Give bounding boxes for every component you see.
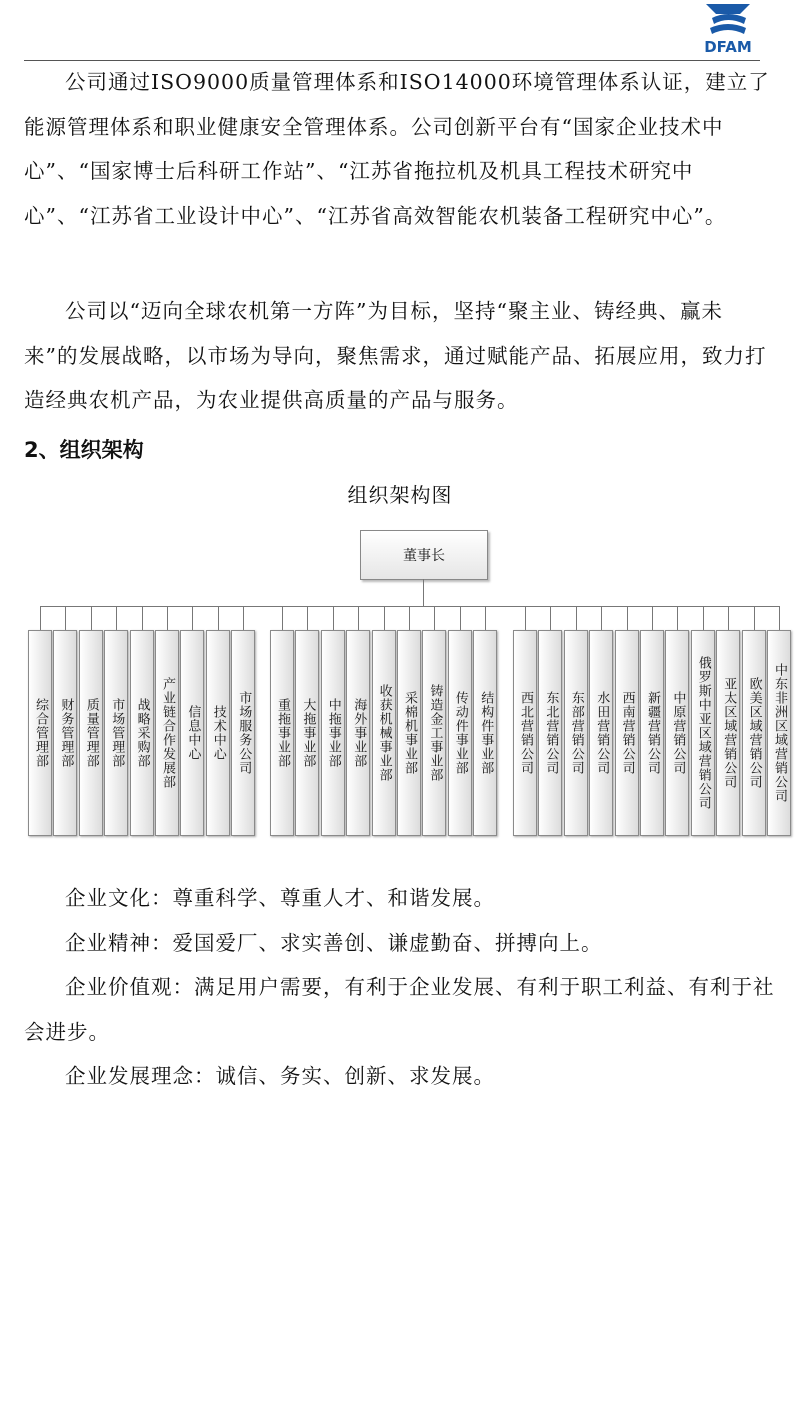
org-unit-box <box>346 630 370 836</box>
org-unit-label: 中原营销公司 <box>670 691 686 775</box>
org-unit-label: 西南营销公司 <box>619 691 635 775</box>
org-unit-box <box>589 630 613 836</box>
org-unit-connector <box>40 606 41 630</box>
culture-line-1: 企业文化：尊重科学、尊重人才、和谐发展。 <box>65 886 495 910</box>
org-unit-box <box>372 630 396 836</box>
org-unit-label: 质量管理部 <box>83 698 99 768</box>
org-unit-box <box>130 630 154 836</box>
org-unit-connector <box>333 606 334 630</box>
org-unit-connector <box>703 606 704 630</box>
org-unit-box <box>53 630 77 836</box>
org-unit-box <box>716 630 740 836</box>
org-unit-label: 财务管理部 <box>58 698 74 768</box>
org-unit-box <box>691 630 715 836</box>
org-unit-label: 大拖事业部 <box>300 698 316 768</box>
org-unit-box <box>321 630 345 836</box>
org-unit-connector <box>358 606 359 630</box>
culture-block <box>24 876 784 1099</box>
org-unit-label: 市场管理部 <box>109 698 125 768</box>
org-unit-connector <box>485 606 486 630</box>
org-unit-connector <box>192 606 193 630</box>
org-unit-label: 信息中心 <box>185 705 201 761</box>
org-root-box <box>360 530 488 580</box>
org-unit-connector <box>434 606 435 630</box>
org-unit-connector <box>409 606 410 630</box>
org-unit-connector <box>384 606 385 630</box>
org-unit-box <box>742 630 766 836</box>
org-unit-label: 重拖事业部 <box>275 698 290 768</box>
org-unit-label: 中东非洲区域营销公司 <box>772 663 787 803</box>
culture-line-4: 企业发展理念：诚信、务实、创新、求发展。 <box>65 1064 495 1088</box>
intro-text-1: 公司通过ISO9000质量管理体系和ISO14000环境管理体系认证，建立了能源管理体系和职业健康安全管理体系。公司创新平台有“国家企业技术中心”、“国家博士后科研工作站”、“江苏省拖拉机及机具工程技术研究中心”、“江苏省工业设计中心”、“江苏省高效智能农机装备工程研究中心”。 <box>24 70 770 228</box>
org-unit-connector <box>601 606 602 630</box>
org-unit-box <box>180 630 204 836</box>
org-unit-connector <box>550 606 551 630</box>
org-unit-connector <box>91 606 92 630</box>
org-unit-connector <box>576 606 577 630</box>
org-unit-box <box>564 630 588 836</box>
org-unit-connector <box>460 606 461 630</box>
org-unit-box <box>640 630 664 836</box>
culture-line-3: 企业价值观：满足用户需要，有利于企业发展、有利于职工利益、有利于社会进步。 <box>24 975 775 1044</box>
org-unit-label: 东北营销公司 <box>543 691 559 775</box>
org-unit-label: 中拖事业部 <box>325 698 341 768</box>
org-unit-connector <box>65 606 66 630</box>
org-root-label: 董事长 <box>403 548 445 564</box>
org-unit-box <box>615 630 639 836</box>
org-unit-label: 海外事业部 <box>351 698 367 768</box>
org-unit-label: 传动件事业部 <box>452 691 468 775</box>
org-unit-connector <box>754 606 755 630</box>
intro-text-2: 公司以“迈向全球农机第一方阵”为目标，坚持“聚主业、铸经典、赢未来”的发展战略，以市场为导向，聚焦需求，通过赋能产品、拓展应用，致力打造经典农机产品，为农业提供高质量的产品与服务。 <box>24 299 767 412</box>
org-unit-box <box>473 630 497 836</box>
org-unit-connector <box>282 606 283 630</box>
org-unit-label: 采棉机事业部 <box>402 691 417 775</box>
org-unit-box <box>538 630 562 836</box>
org-unit-box <box>665 630 689 836</box>
culture-line-2: 企业精神：爱国爱厂、求实善创、谦虚勤奋、拼搏向上。 <box>65 930 603 955</box>
org-chart-title: 组织架构图 <box>347 483 453 507</box>
org-unit-label: 铸造金工事业部 <box>427 684 443 782</box>
org-root-connector <box>423 579 424 606</box>
org-unit-connector <box>307 606 308 630</box>
org-unit-connector <box>218 606 219 630</box>
org-unit-label: 收获机械事业部 <box>376 684 392 782</box>
org-unit-box <box>295 630 319 836</box>
org-unit-connector <box>627 606 628 630</box>
org-unit-box <box>513 630 537 836</box>
org-unit-connector <box>167 606 168 630</box>
org-unit-label: 战略采购部 <box>134 698 150 768</box>
org-unit-label: 结构件事业部 <box>478 691 494 775</box>
org-unit-label: 西北营销公司 <box>518 691 533 775</box>
org-unit-connector <box>652 606 653 630</box>
org-unit-connector <box>243 606 244 630</box>
org-unit-connector <box>142 606 143 630</box>
org-unit-box <box>28 630 52 836</box>
org-unit-label: 俄罗斯中亚区域营销公司 <box>695 656 711 810</box>
intro-paragraph-2 <box>24 289 774 423</box>
org-unit-box <box>448 630 472 836</box>
org-bus-line <box>40 606 780 607</box>
org-unit-connector <box>525 606 526 630</box>
logo-text: DFAM <box>704 38 752 56</box>
org-unit-box <box>155 630 179 836</box>
org-unit-box <box>231 630 255 836</box>
org-unit-label: 综合管理部 <box>33 698 48 768</box>
org-unit-box <box>79 630 103 836</box>
org-unit-connector <box>677 606 678 630</box>
org-unit-label: 产业链合作发展部 <box>160 677 175 789</box>
org-unit-connector <box>116 606 117 630</box>
org-unit-label: 东部营销公司 <box>568 691 584 775</box>
org-unit-label: 技术中心 <box>210 705 226 761</box>
org-unit-label: 欧美区域营销公司 <box>746 677 762 789</box>
org-unit-box <box>422 630 446 836</box>
section-heading: 2、组织架构 <box>24 438 144 462</box>
org-unit-box <box>397 630 421 836</box>
org-unit-label: 亚太区域营销公司 <box>721 677 737 789</box>
org-unit-box <box>767 630 791 836</box>
org-unit-box <box>206 630 230 836</box>
org-unit-box <box>104 630 128 836</box>
org-unit-connector <box>779 606 780 630</box>
org-unit-label: 市场服务公司 <box>236 691 252 775</box>
org-unit-label: 新疆营销公司 <box>645 691 660 775</box>
org-unit-label: 水田营销公司 <box>594 691 610 775</box>
org-unit-box <box>270 630 294 836</box>
org-unit-connector <box>728 606 729 630</box>
intro-paragraph-1 <box>24 60 774 238</box>
